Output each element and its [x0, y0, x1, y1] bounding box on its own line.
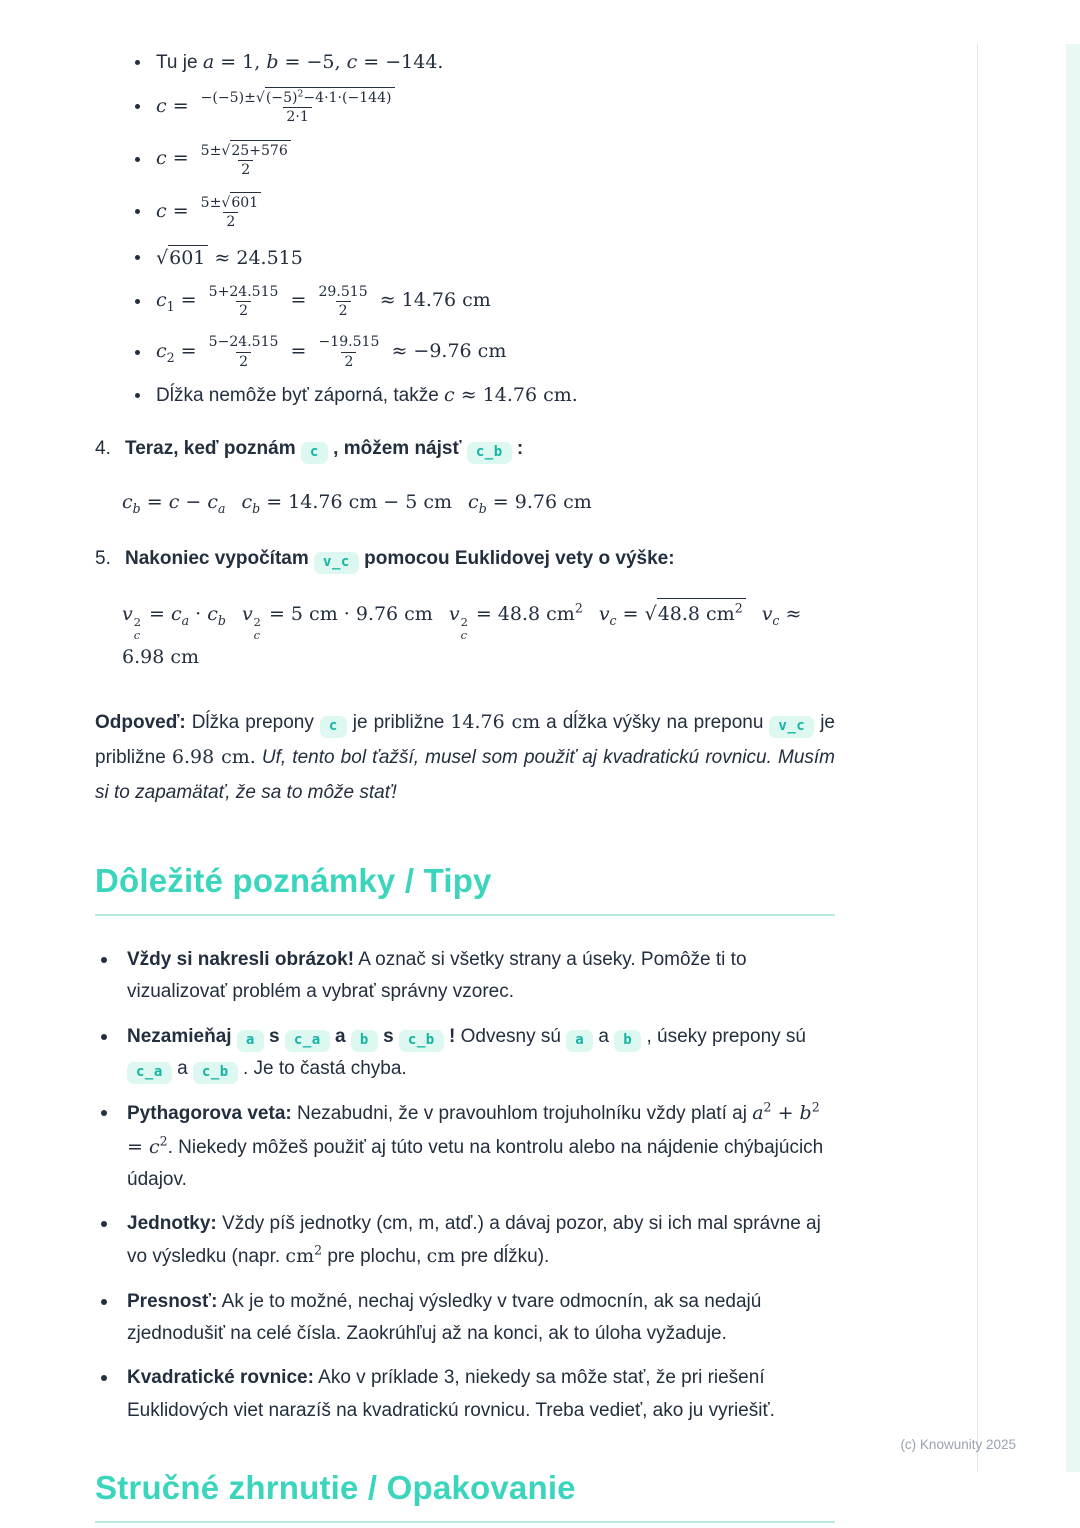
heading-underline [95, 914, 835, 916]
math-step-item [135, 50, 835, 74]
math-line-text: √ 601 ≈ 24.515 [156, 245, 303, 270]
step-number: 5. [95, 547, 111, 569]
math-line-text: c = $\frac{5\pm √ 25+576}{2}$ [156, 140, 297, 180]
bullet-icon [135, 299, 140, 304]
bullet-icon [135, 393, 140, 398]
math-step-item [135, 192, 835, 232]
solution-step-5 [95, 544, 835, 574]
step-title: Nakoniec vypočítam v_c pomocou Euklidovej vety o výške: [125, 544, 675, 574]
bullet-icon [135, 157, 140, 162]
math-step-item [135, 283, 835, 321]
math-line-text: $c_1$ = $\frac{5+24.515}{2}$ = $\frac{29.515}{2}$ ≈ 14.76 cm [156, 283, 491, 319]
tips-list [95, 944, 835, 1427]
solution-step-4 [95, 434, 835, 464]
bullet-icon [135, 350, 140, 355]
step-5-equation: v 2 c = $c_a \cdot c_b$ v 2 c = 5 cm · 9.76 cm v 2 c = 48.8 $cm^2$ $v_c$ = √ 48.8 $cm^2$ $v_c \approx 6.98$ cm [122, 598, 835, 673]
math-line-text: Dĺžka nemôže byť záporná, takže c ≈ 14.76 cm. [156, 384, 578, 407]
heading-underline [95, 1521, 835, 1523]
tips-item: Presnosť: Ak je to možné, nechaj výsledky v tvare odmocnín, ak sa nedajú zjednodušiť na celé čísla. Zaokrúhľuj až na konci, ak to úloha vyžaduje. [95, 1286, 835, 1351]
tips-item: Nezamieňaj a s c_a a b s c_b ! Odvesny sú a a b , úseky prepony sú c_a a c_b . Je to častá chyba. [95, 1021, 835, 1086]
math-step-item [135, 384, 835, 408]
page-edge-divider [977, 44, 978, 1472]
math-step-item [135, 245, 835, 270]
bullet-icon [135, 255, 140, 260]
tips-heading: Dôležité poznámky / Tipy [95, 862, 492, 900]
math-line-text: Tu je a = 1, b = −5, c = −144. [156, 50, 444, 73]
summary-heading: Stručné zhrnutie / Opakovanie [95, 1468, 576, 1506]
answer-paragraph: Odpoveď: Dĺžka prepony c je približne 14.76 cm a dĺžka výšky na preponu v_c je približne 6.98 cm. Uf, tento bol ťažší, musel som použiť aj kvadratickú rovnicu. Musím si to zapamätať, že sa to môže stať! [95, 710, 835, 803]
tips-item: Vždy si nakresli obrázok! A označ si všetky strany a úseky. Pomôže ti to vizualizovať problém a vybrať správny vzorec. [95, 944, 835, 1009]
step-title: Teraz, keď poznám c , môžem nájsť c_b : [125, 434, 523, 464]
math-line-text: c = $\frac{5\pm √ 601}{2}$ [156, 192, 267, 232]
notes-content [95, 50, 835, 1523]
tips-item: Pythagorova veta: Nezabudni, že v pravouhlom trojuholníku vždy platí aj $a^2 + b^2 = c^2$. Niekedy môžeš použiť aj túto vetu na kontrolu alebo na nájdenie chýbajúcich údajov. [95, 1097, 835, 1196]
step-number: 4. [95, 437, 111, 459]
step-4-equation: $c_b = c - c_a$ $c_b = 14.76$ cm − 5 cm $c_b = 9.76$ cm [122, 491, 592, 516]
math-step-item [135, 140, 835, 180]
page-edge-strip [1066, 44, 1080, 1472]
bullet-icon [135, 209, 140, 214]
copyright-note: (c) Knowunity 2025 [900, 1437, 1016, 1452]
math-line-text: c = $\frac{-(-5)\pm √ (-5)^2-4\cdot 1\cdot(-144)}{2\cdot 1}$ [156, 87, 401, 127]
solution-work-list [135, 50, 835, 408]
bullet-icon [135, 104, 140, 109]
tips-item: Jednotky: Vždy píš jednotky (cm, m, atď.) a dávaj pozor, aby si ich mal správne aj vo výsledku (napr. $cm^2$ pre plochu, cm pre dĺžku). [95, 1208, 835, 1274]
tips-item: Kvadratické rovnice: Ako v príklade 3, niekedy sa môže stať, že pri riešení Euklidových viet narazíš na kvadratickú rovnicu. Treba vedieť, ako ju vyriešiť. [95, 1362, 835, 1427]
math-line-text: $c_2$ = $\frac{5-24.515}{2}$ = $\frac{-19.515}{2}$ ≈ −9.76 cm [156, 334, 507, 370]
math-step-item [135, 87, 835, 127]
math-step-item [135, 333, 835, 371]
bullet-icon [135, 60, 140, 65]
